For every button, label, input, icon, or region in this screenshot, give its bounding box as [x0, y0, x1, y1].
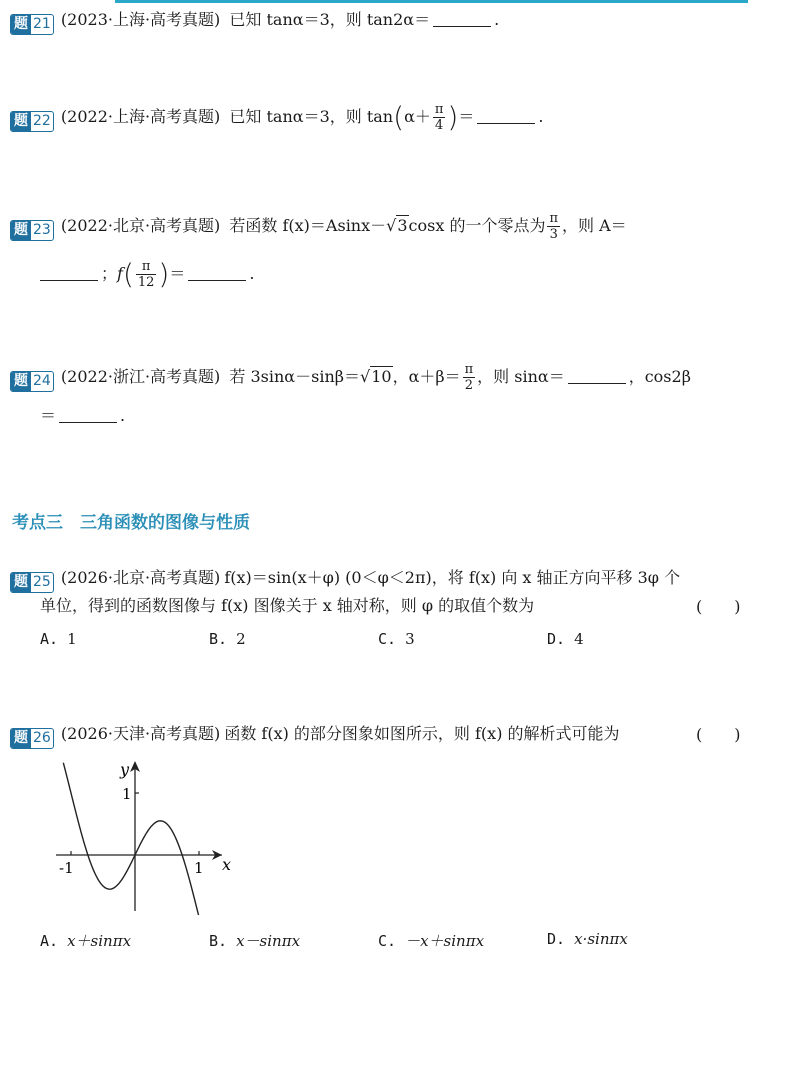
question-stem: f(x)＝sin(x＋φ) (0＜φ＜2π)，将 f(x) 向 x 轴正方向平移 3φ 个 — [224, 568, 681, 587]
option-d[interactable] — [547, 630, 584, 648]
question-badge — [10, 220, 54, 241]
right-paren: ) — [158, 257, 170, 291]
question-23 — [10, 211, 627, 242]
question-stem: 已知 tanα＝3，则 tan2α＝ — [229, 10, 431, 29]
sqrt-radicand: 3 — [397, 216, 408, 235]
answer-blank — [188, 264, 246, 281]
option-label: A. — [40, 932, 59, 950]
sqrt-expression: √10 — [360, 367, 392, 386]
fraction-numerator: π — [464, 362, 474, 377]
right-paren: ) — [447, 100, 459, 134]
fraction-denominator: 3 — [549, 227, 558, 242]
question-stem-cont2: ，则 sinα＝ — [477, 367, 565, 386]
option-a[interactable] — [40, 630, 77, 648]
option-c[interactable] — [378, 630, 415, 648]
answer-blank — [40, 264, 98, 281]
option-label: C. — [378, 932, 397, 950]
period: . — [249, 264, 255, 283]
sqrt-radicand: 10 — [371, 367, 392, 386]
fraction-denominator: 4 — [435, 118, 444, 133]
badge-label: 题 — [11, 573, 31, 592]
question-24-line2 — [40, 404, 125, 428]
option-label: B. — [209, 932, 228, 950]
fraction-numerator: π — [549, 211, 558, 226]
answer-blank — [568, 367, 626, 384]
equals: ＝ — [169, 264, 186, 283]
question-badge — [10, 371, 54, 392]
answer-blank — [477, 107, 535, 124]
question-22 — [10, 102, 543, 133]
question-25 — [10, 566, 680, 593]
question-stem: 若 3sinα－sinβ＝ — [229, 367, 360, 386]
fraction — [136, 259, 157, 290]
question-stem: 函数 f(x) 的部分图象如图所示，则 f(x) 的解析式可能为 — [224, 724, 620, 743]
badge-number: 24 — [33, 373, 51, 389]
question-stem-cont: cosx 的一个零点为 — [408, 216, 546, 235]
function-name: f — [117, 264, 123, 283]
question-badge — [10, 572, 54, 593]
x-tick-label-1: 1 — [194, 859, 204, 877]
top-accent-bar — [115, 0, 748, 3]
option-label: D. — [547, 930, 566, 948]
badge-label: 题 — [11, 15, 31, 34]
fraction-denominator: 12 — [137, 275, 155, 290]
question-source: (2022·北京·高考真题) — [60, 216, 221, 235]
badge-number: 25 — [33, 574, 51, 590]
question-source: (2022·浙江·高考真题) — [60, 367, 221, 386]
question-stem-end: ，则 A＝ — [562, 216, 627, 235]
question-21 — [10, 8, 499, 35]
option-b[interactable] — [209, 630, 246, 648]
sqrt-expression: √3 — [386, 216, 408, 235]
answer-paren: ( ) — [696, 725, 741, 744]
question-23-line2 — [40, 259, 254, 290]
option-value: 4 — [574, 630, 584, 648]
question-stem: 若函数 f(x)＝Asinx－ — [229, 216, 387, 235]
option-value: x－sinπx — [236, 932, 301, 950]
x-tick-label-neg1: -1 — [59, 859, 74, 877]
x-axis-label: x — [222, 855, 232, 874]
fraction — [547, 211, 560, 242]
y-tick-label: 1 — [122, 785, 132, 803]
question-25-line2: 单位，得到的函数图像与 f(x) 图像关于 x 轴对称，则 φ 的取值个数为 — [40, 596, 535, 615]
question-stem-end: ，cos2β — [628, 367, 691, 386]
badge-number: 23 — [33, 222, 51, 238]
option-value: x·sinπx — [574, 930, 628, 948]
badge-label: 题 — [11, 112, 31, 131]
function-graph — [50, 755, 240, 915]
option-c[interactable] — [378, 930, 484, 951]
option-value: 2 — [236, 630, 246, 648]
inner-expression: α＋ — [404, 107, 431, 126]
question-24 — [10, 362, 691, 393]
left-paren: ( — [393, 100, 405, 134]
option-b[interactable] — [209, 930, 300, 951]
answer-paren: ( ) — [696, 597, 741, 616]
badge-label: 题 — [11, 372, 31, 391]
option-label: C. — [378, 630, 397, 648]
question-26 — [10, 722, 620, 749]
option-value: x＋sinπx — [67, 932, 132, 950]
badge-label: 题 — [11, 221, 31, 240]
section-title: 考点三 三角函数的图像与性质 — [12, 513, 250, 533]
answer-blank — [59, 406, 117, 423]
question-source: (2026·天津·高考真题) — [60, 724, 221, 743]
fraction-numerator: π — [434, 102, 444, 117]
option-value: 1 — [67, 630, 77, 648]
option-value: －x＋sinπx — [405, 932, 485, 950]
question-source: (2026·北京·高考真题) — [60, 568, 221, 587]
question-badge — [10, 111, 54, 132]
option-value: 3 — [405, 630, 415, 648]
period: . — [120, 406, 126, 425]
option-label: D. — [547, 630, 566, 648]
equals: ＝ — [40, 406, 57, 425]
question-stem: 已知 tanα＝3，则 tan — [229, 107, 394, 126]
fraction-denominator: 2 — [464, 378, 474, 393]
option-d[interactable] — [547, 930, 628, 948]
question-badge — [10, 728, 54, 749]
option-label: A. — [40, 630, 59, 648]
equals: ＝ — [458, 107, 475, 126]
badge-number: 21 — [33, 16, 51, 32]
badge-label: 题 — [11, 729, 31, 748]
question-source: (2022·上海·高考真题) — [60, 107, 221, 126]
period: . — [494, 10, 500, 29]
question-stem-cont: ，α＋β＝ — [392, 367, 461, 386]
option-label: B. — [209, 630, 228, 648]
answer-blank — [433, 10, 491, 27]
fraction — [463, 362, 476, 393]
separator: ； — [101, 264, 118, 283]
y-axis-label: y — [120, 760, 130, 779]
fraction-numerator: π — [136, 259, 157, 275]
question-source: (2023·上海·高考真题) — [60, 10, 221, 29]
badge-number: 22 — [33, 113, 51, 129]
fraction — [433, 102, 446, 133]
question-badge — [10, 14, 54, 35]
badge-number: 26 — [33, 730, 51, 746]
option-a[interactable] — [40, 930, 131, 951]
period: . — [538, 107, 544, 126]
left-paren: ( — [122, 257, 134, 291]
